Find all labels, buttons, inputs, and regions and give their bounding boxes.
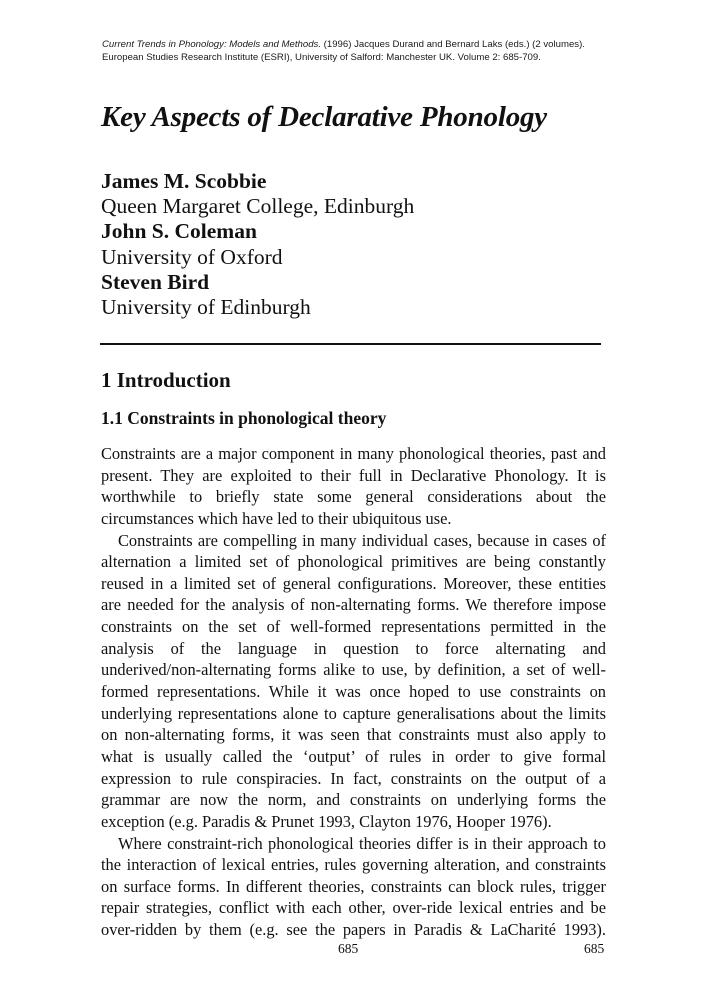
body-line: are needed for the analysis of non-alternating forms. We therefore impose	[101, 595, 606, 615]
citation-details: (1996) Jacques Durand and Bernard Laks (eds.) (2 volumes).	[321, 39, 585, 50]
body-line: underlying representations alone to capture generalisations about the limits	[101, 703, 606, 723]
citation-line-1	[102, 39, 612, 52]
body-line: repair strategies, conflict with each other, over-ride lexical entries and be	[101, 898, 606, 918]
page-number-center: 685	[338, 941, 359, 956]
body-line: exception (e.g. Paradis & Prunet 1993, Clayton 1976, Hooper 1976).	[101, 811, 552, 831]
author-affiliation: University of Edinburgh	[101, 295, 311, 320]
body-line: present. They are exploited to their full in Declarative Phonology. It is	[101, 465, 606, 485]
author-block	[101, 169, 611, 320]
body-line: formed representations. While it was once hoped to use constraints on	[101, 682, 606, 702]
author-affiliation: Queen Margaret College, Edinburgh	[101, 194, 415, 219]
section-heading: 1 Introduction	[101, 368, 231, 392]
body-line: underived/non-alternating forms alike to use, by definition, a set of well-	[101, 660, 606, 680]
author-name: Steven Bird	[101, 269, 210, 294]
body-line: constraints on the set of well-formed representations permitted in the	[101, 617, 606, 637]
body-line: circumstances which have led to their ubiquitous use.	[101, 508, 452, 528]
horizontal-rule	[100, 343, 601, 345]
author-affiliation: University of Oxford	[101, 244, 283, 269]
body-line: expression to rule conspiracies. In fact, constraints on the output of a	[101, 768, 606, 788]
subsection-heading: 1.1 Constraints in phonological theory	[101, 408, 387, 428]
citation-line-2: European Studies Research Institute (ESRI), University of Salford: Manchester UK. Volume 2: 685-709.	[102, 51, 541, 63]
body-line: analysis of the language in question to force alternating and	[101, 638, 606, 658]
body-line: the interaction of lexical entries, rules governing alteration, and constraints	[101, 855, 606, 875]
body-line: Where constraint-rich phonological theories differ is in their approach to	[118, 833, 606, 853]
author-name: James M. Scobbie	[101, 169, 267, 193]
body-line: grammar are now the norm, and constraints on underlying forms the	[101, 790, 606, 810]
body-line: over-ridden by them (e.g. see the papers in Paradis & LaCharité 1993).	[101, 920, 606, 940]
body-line: reused in a limited set of general configurations. Moreover, these entities	[101, 573, 606, 593]
body-text	[101, 443, 606, 941]
body-line: Constraints are compelling in many individual cases, because in cases of	[118, 530, 606, 550]
body-line: on non-alternating forms, it was seen that constraints must also apply to	[101, 725, 606, 745]
body-line: Constraints are a major component in many phonological theories, past and	[101, 444, 606, 463]
citation-header	[102, 39, 612, 64]
body-line: worthwhile to briefly state some general considerations about the	[101, 487, 606, 507]
body-line: what is usually called the ‘output’ of rules in order to give formal	[101, 746, 606, 766]
page-number-right: 685	[584, 941, 605, 956]
author-name: John S. Coleman	[101, 219, 257, 244]
book-title: Current Trends in Phonology: Models and Methods.	[102, 39, 321, 50]
body-line: alternation a limited set of phonological primitives are being constantly	[101, 552, 606, 572]
body-line: on surface forms. In different theories, constraints can block rules, trigger	[101, 876, 606, 896]
paper-title: Key Aspects of Declarative Phonology	[101, 101, 547, 133]
